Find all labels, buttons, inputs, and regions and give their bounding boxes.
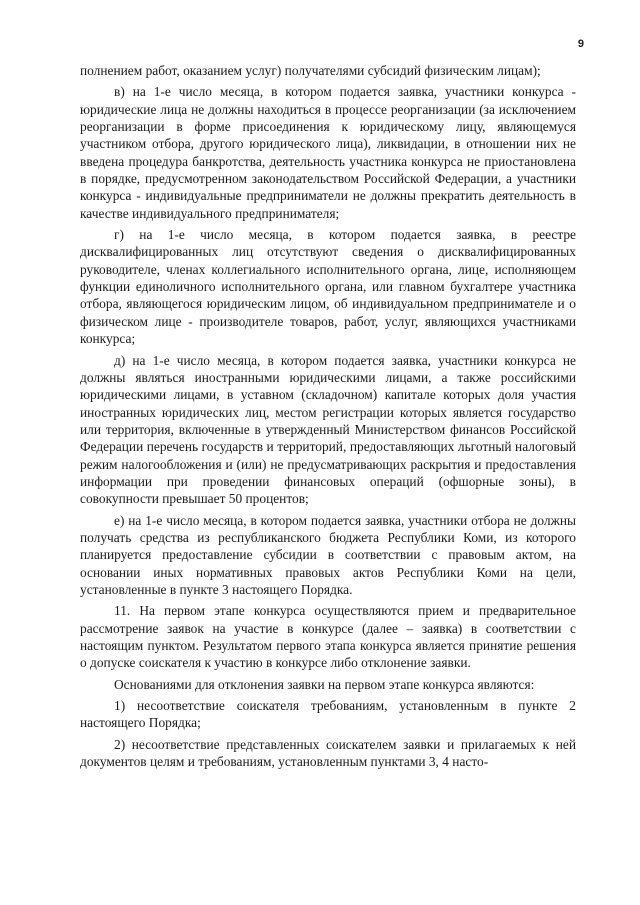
paragraph-item-g: г) на 1-е число месяца, в котором подается заявка, в реестре дисквалифицированных лиц отсутствуют сведения о дисквалифицированных руководителе, членах коллегиального исполнительного органа, лице, исполняющем функции единоличного исполнительного органа, или главном бухгалтере участника отбора, являющегося юридическим лицом, об индивидуальном предпринимателе и о физическом лице - производителе товаров, работ, услуг, являющихся участниками конкурса; bbox=[80, 227, 576, 347]
paragraph-continuation: полнением работ, оказанием услуг) получателями субсидий физическим лицам); bbox=[80, 63, 541, 78]
paragraph-rejection-grounds: Основаниями для отклонения заявки на первом этапе конкурса являются: bbox=[114, 676, 535, 692]
paragraph-ground-2: 2) несоответствие представленных соискателем заявки и прилагаемых к ней документов целям и требованиям, установленным пунктами 3, 4 насто- bbox=[80, 736, 576, 770]
paragraph-clause-11: 11. На первом этапе конкурса осуществляются прием и предварительное рассмотрение заявок на участие в конкурсе (далее – заявка) в соответствии с настоящим пунктом. Результатом первого этапа конкурса является принятие решения о допуске соискателя к участию в конкурсе либо отклонение заявки. bbox=[80, 603, 576, 671]
paragraph-item-e: е) на 1-е число месяца, в котором подается заявка, участники отбора не должны получать средства из республиканского бюджета Республики Коми, из которого планируется предоставление субсидии в соответствии с правовым актом, на основании иных нормативных правовых актов Республики Коми на цели, установленные в пункте 3 настоящего Порядка. bbox=[80, 512, 576, 597]
page-number: 9 bbox=[577, 38, 584, 50]
document-body bbox=[80, 62, 576, 774]
paragraph-item-v: в) на 1-е число месяца, в котором подается заявка, участники конкурса - юридические лица не должны находиться в процессе реорганизации (за исключением реорганизации в форме присоединения к юридическому лицу, являющемуся участником отбора, другого юридического лица), ликвидации, в отношении них не введена процедура банкротства, деятельность участника конкурса не приостановлена в порядке, предусмотренном законодательством Российской Федерации, а участники конкурса - индивидуальные предприниматели не должны прекратить деятельность в качестве индивидуального предпринимателя; bbox=[80, 84, 576, 221]
paragraph-ground-1: 1) несоответствие соискателя требованиям, установленным в пункте 2 настоящего Порядка; bbox=[80, 698, 576, 731]
paragraph-item-d: д) на 1-е число месяца, в котором подается заявка, участники конкурса не должны являться иностранными юридическими лицами, а также российскими юридическими лицами, в уставном (складочном) капитале которых доля участия иностранных юридических лиц, местом регистрации которых является государство или территория, включенные в утвержденный Министерством финансов Российской Федерации перечень государств и территорий, предоставляющих льготный налоговый режим налогообложения и (или) не предусматривающих раскрытия и предоставления информации при проведении финансовых операций (офшорные зоны), в совокупности превышает 50 процентов; bbox=[80, 352, 576, 507]
